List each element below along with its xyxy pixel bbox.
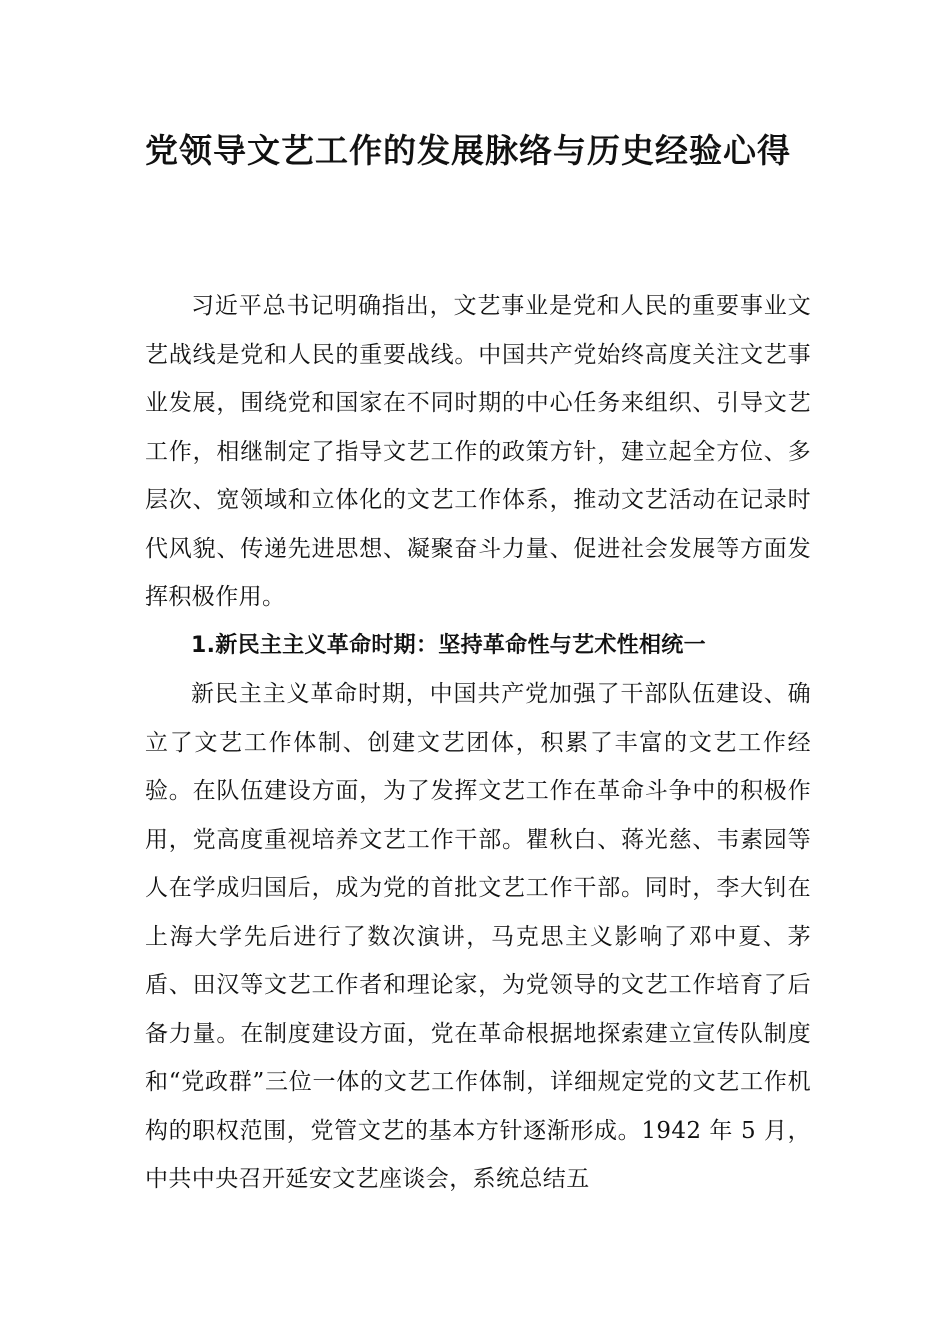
section-paragraph: 新民主主义革命时期，中国共产党加强了干部队伍建设、确立了文艺工作体制、创建文艺团体，积累了丰富的文艺工作经验。在队伍建设方面，为了发挥文艺工作在革命斗争中的积极作用，党高度重视培养文艺工作干部。瞿秋白、蒋光慈、韦素园等人在学成归国后，成为党的首批文艺工作干部。同时，李大钊在上海大学先后进行了数次演讲，马克思主义影响了邓中夏、茅盾、田汉等文艺工作者和理论家，为党领导的文艺工作培育了后备力量。在制度建设方面，党在革命根据地探索建立宣传队制度和“党政群”三位一体的文艺工作体制，详细规定党的文艺工作机构的职权范围，党管文艺的基本方针逐渐形成。1942 年 5 月，中共中央召开延安文艺座谈会，系统总结五	[145, 681, 811, 1192]
document-body	[145, 282, 811, 1204]
document-title: 党领导文艺工作的发展脉络与历史经验心得	[145, 131, 791, 170]
section-heading: 1.新民主主义革命时期：坚持革命性与艺术性相统一	[191, 632, 706, 658]
intro-paragraph: 习近平总书记明确指出，文艺事业是党和人民的重要事业文艺战线是党和人民的重要战线。中国共产党始终高度关注文艺事业发展，围绕党和国家在不同时期的中心任务来组织、引导文艺工作，相继制定了指导文艺工作的政策方针，建立起全方位、多层次、宽领域和立体化的文艺工作体系，推动文艺活动在记录时代风貌、传递先进思想、凝聚奋斗力量、促进社会发展等方面发挥积极作用。	[145, 293, 811, 610]
